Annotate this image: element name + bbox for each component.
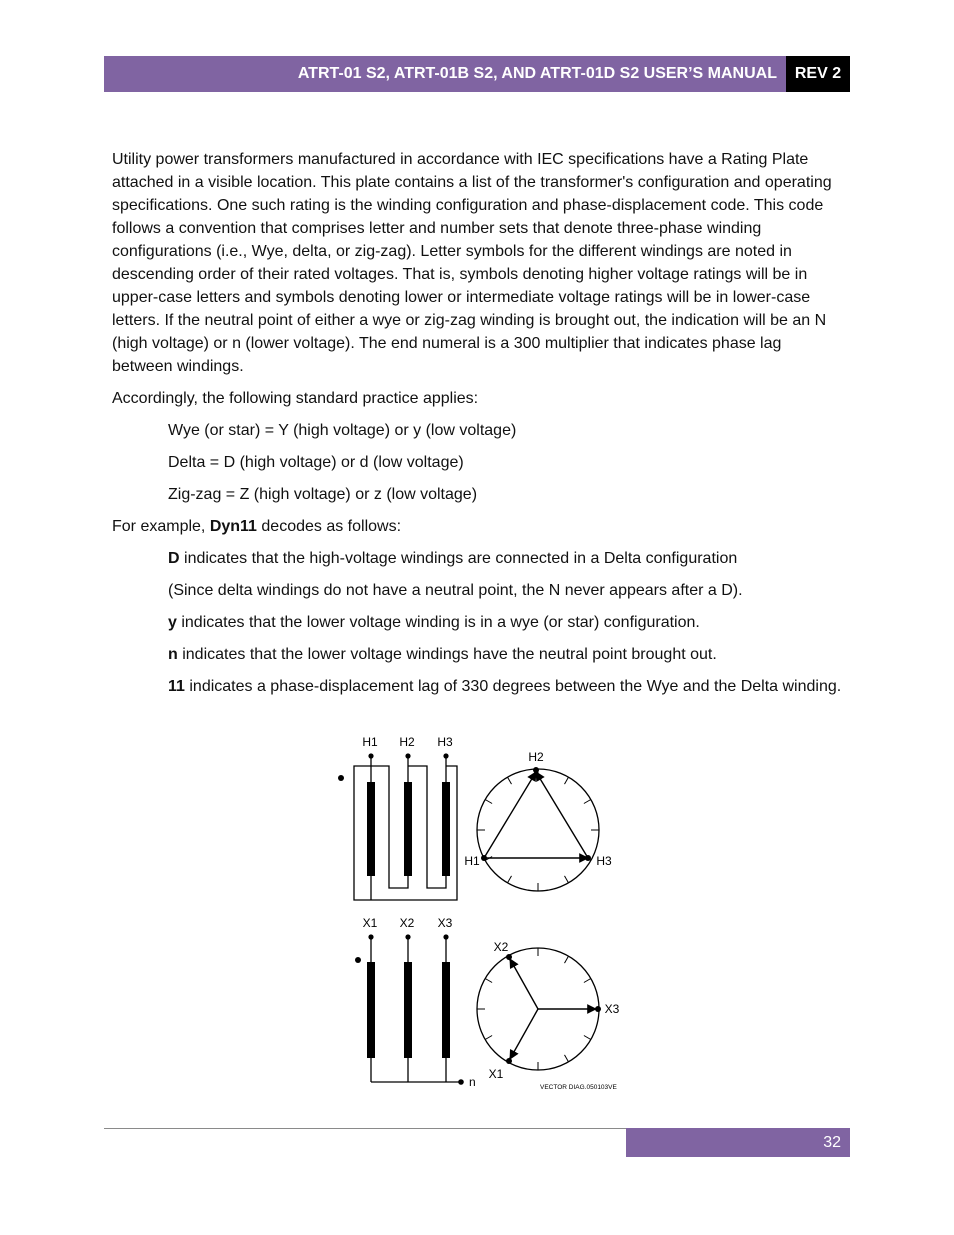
neutral-terminal bbox=[458, 1079, 464, 1085]
clock-tick bbox=[565, 956, 569, 963]
vector-x1-label: X1 bbox=[488, 1067, 504, 1081]
clock-tick bbox=[508, 777, 512, 784]
vector-diagram-figure bbox=[330, 730, 630, 1092]
decode-11-text: indicates a phase-displacement lag of 330 degrees between the Wye and the Delta winding. bbox=[184, 678, 842, 695]
winding-x2 bbox=[404, 962, 412, 1058]
vector-x3-label: X3 bbox=[604, 1002, 620, 1016]
decode-d-text: indicates that the high-voltage windings are connected in a Delta configuration bbox=[179, 550, 738, 567]
winding-h3 bbox=[442, 782, 450, 876]
winding-x1 bbox=[367, 962, 375, 1058]
clock-tick bbox=[584, 800, 591, 804]
decode-n bbox=[112, 643, 842, 666]
clock-tick bbox=[584, 1036, 591, 1040]
terminal-h1-label: H1 bbox=[362, 735, 378, 749]
decode-d bbox=[112, 547, 842, 570]
example-prefix: For example, bbox=[112, 518, 210, 535]
header-revision: REV 2 bbox=[786, 56, 850, 92]
terminal-h2-label: H2 bbox=[399, 735, 415, 749]
terminal-x2-label: X2 bbox=[399, 916, 415, 930]
winding-h2 bbox=[404, 782, 412, 876]
lv-vector-diagram bbox=[477, 940, 620, 1081]
clock-tick bbox=[485, 1036, 492, 1040]
header-title: ATRT-01 S2, ATRT-01B S2, AND ATRT-01D S2 USER’S MANUAL bbox=[104, 56, 786, 92]
winding-h1 bbox=[367, 782, 375, 876]
clock-tick bbox=[485, 979, 492, 983]
clock-tick bbox=[565, 777, 569, 784]
page-body bbox=[112, 148, 842, 698]
decode-n-key: n bbox=[168, 646, 178, 663]
clock-tick bbox=[565, 1055, 569, 1062]
convention-delta: Delta = D (high voltage) or d (low voltage) bbox=[168, 454, 464, 471]
practice-intro: Accordingly, the following standard practice applies: bbox=[112, 390, 479, 407]
winding-x3 bbox=[442, 962, 450, 1058]
intro-paragraph: Utility power transformers manufactured in accordance with IEC specifications have a Rating Plate attached in a visible location. This plate contains a list of the transformer's configuration and operating specifications. One such rating is the winding configuration and phase-displacement code. This code follows a convention that comprises letter and number sets that denote three-phase winding configurations (i.e., Wye, delta, or zig-zag). Letter symbols for the different windings are noted in descending order of their rated voltages. That is, symbols denoting higher voltage ratings will be in upper-case letters and symbols denoting lower or intermediate voltage ratings will be in lower-case letters. If the neutral point of either a wye or zig-zag winding is brought out, the indication will be an N (high voltage) or n (lower voltage). The end numeral is a 300 multiplier that indicates phase lag between windings. bbox=[112, 151, 832, 375]
terminal-h3-label: H3 bbox=[437, 735, 453, 749]
page-number: 32 bbox=[626, 1128, 850, 1157]
decode-y-text: indicates that the lower voltage winding is in a wye (or star) configuration. bbox=[176, 614, 700, 631]
polarity-dot-lv bbox=[355, 957, 361, 963]
example-code: Dyn11 bbox=[209, 518, 257, 535]
convention-zigzag: Zig-zag = Z (high voltage) or z (low voltage) bbox=[168, 486, 478, 503]
hv-vector-diagram bbox=[464, 750, 612, 891]
decode-d-key: D bbox=[168, 550, 180, 567]
example-suffix: decodes as follows: bbox=[256, 518, 402, 535]
figure-caption: VECTOR DIAG.050103VE bbox=[540, 1084, 617, 1091]
decode-y-key: y bbox=[168, 614, 177, 631]
decode-n-text: indicates that the lower voltage windings have the neutral point brought out. bbox=[177, 646, 717, 663]
decode-11-key: 11 bbox=[168, 678, 185, 695]
clock-tick bbox=[508, 876, 512, 883]
convention-wye: Wye (or star) = Y (high voltage) or y (low voltage) bbox=[168, 422, 517, 439]
terminal-x1-label: X1 bbox=[362, 916, 378, 930]
example-line bbox=[112, 515, 842, 538]
decode-note bbox=[112, 579, 842, 602]
decode-y bbox=[112, 611, 842, 634]
vector-h3-label: H3 bbox=[596, 854, 612, 868]
vector-h1-label: H1 bbox=[464, 854, 480, 868]
clock-tick bbox=[565, 876, 569, 883]
vector-h2-label: H2 bbox=[528, 750, 544, 764]
clock-tick bbox=[485, 800, 492, 804]
neutral-label: n bbox=[469, 1075, 476, 1089]
decode-11 bbox=[112, 675, 842, 698]
clock-tick bbox=[584, 979, 591, 983]
hv-winding-diagram bbox=[338, 735, 457, 900]
decode-note-text: (Since delta windings do not have a neutral point, the N never appears after a D). bbox=[168, 582, 743, 599]
lv-winding-diagram bbox=[355, 916, 476, 1089]
polarity-dot-hv bbox=[338, 775, 344, 781]
vector-x2-label: X2 bbox=[493, 940, 509, 954]
vector-diagram-svg bbox=[330, 730, 630, 1092]
terminal-x3-label: X3 bbox=[437, 916, 453, 930]
